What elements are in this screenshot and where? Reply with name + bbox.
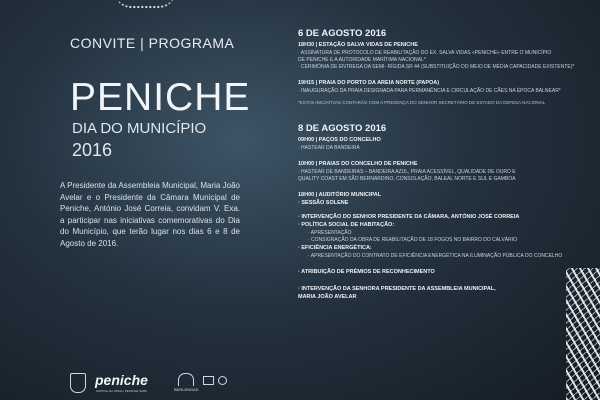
day1-event1-line3: · CERIMÓNIA DE ENTREGA DA SEMI- RÍGIDA SR 44 (SUBSTITUIÇÃO DO MEIO DE MÉDIA CAPACIDADE EXISTENTE)*: [298, 64, 575, 70]
day1-event1-line1: · ASSINATURA DE PROTOCOLO DE REABILITAÇÃO DO EX. SALVA VIDAS «PENICHE» ENTRE O MUNICÍPIO: [298, 50, 552, 56]
day1-event2-line1: · INAUGURAÇÃO DA PRAIA DESIGNADA PARA PERMANÊNCIA E CIRCULAÇÃO DE CÃES NA ÉPOCA BALNEAR*: [298, 88, 561, 94]
day1-event2-heading: 19H15 | PRAIA DO PORTO DA AREIA NORTE (PAPOA): [298, 80, 440, 86]
day2-item-assembly-speech: · INTERVENÇÃO DA SENHORA PRESIDENTE DA ASSEMBLEIA MUNICIPAL,: [298, 286, 496, 292]
page-year: 2016: [72, 140, 113, 160]
peniche-logo: peniche: [95, 372, 148, 388]
peniche-logo-tagline: CAPITAL DA ONDA | PENICHE SURF: [96, 389, 148, 393]
day2-item-assembly-speech-name: MARIA JOÃO AVELAR: [298, 294, 357, 300]
day2-event3-heading: 18H00 | AUDITÓRIO MUNICIPAL: [298, 192, 382, 198]
day1-date: 6 DE AGOSTO 2016: [298, 28, 387, 39]
partner-logo: [218, 376, 227, 385]
logo-bar: [60, 372, 240, 396]
day2-item-session: · SESSÃO SOLENE: [298, 200, 349, 206]
day2-item-housing: · POLÍTICA SOCIAL DE HABITAÇÃO:: [298, 222, 395, 228]
day2-event2-heading: 10H00 | PRAIAS DO CONCELHO DE PENICHE: [298, 161, 418, 167]
berlengas-logo-text: BERLENGAS: [174, 387, 199, 392]
day2-item-awards: · ATRIBUIÇÃO DE PRÉMIOS DE RECONHECIMENTO: [298, 269, 435, 275]
invitation-text: A Presidente da Assembleia Municipal, Maria João Avelar e o Presidente da Câmara Municipal de Peniche, António José Correia, convidam V. Exa. a participar nas iniciativas comemorativas do Dia do Município, que terão lugar nos dias 6 e 8 de Agosto de 2016.: [60, 181, 240, 248]
day2-event2-line2: QUALITY COAST EM SÃO BERNARDINO, CONSOLAÇÃO, BALEAL NORTE E SUL E GAMBOA: [298, 176, 516, 182]
day1-footnote: *ESTAS INICIATIVAS CONTARÃO COM A PRESENÇA DO SENHOR SECRETÁRIO DE ESTADO DA DEFESA NACIONAL: [298, 100, 546, 105]
header-label: CONVITE | PROGRAMA: [70, 35, 235, 51]
day2-item-energy-presentation: · APRESENTAÇÃO DO CONTRATO DE EFICIÊNCIA ENERGÉTICA NA ILUMINAÇÃO PÚBLICA DO CONCELHO: [308, 253, 563, 259]
day2-date: 8 DE AGOSTO 2016: [298, 123, 387, 134]
day2-item-housing-works: · CONSIGNAÇÃO DA OBRA DE REABILITAÇÃO DE 18 FOGOS NO BAIRRO DO CALVÁRIO: [308, 237, 518, 243]
day2-event2-line1: · HASTEAR DE BANDEIRAS – BANDEIRA AZUL, PRAIA ACESSÍVEL, QUALIDADE DE OURO E: [298, 169, 516, 175]
top-ornament: [115, 0, 175, 8]
day1-event1-line2: DE PENICHE E A AUTORIDADE MARÍTIMA NACIONAL*: [298, 57, 426, 63]
municipal-crest-logo: [70, 373, 86, 393]
day2-event1-heading: 09H00 | PAÇOS DO CONCELHO: [298, 137, 381, 143]
decorative-pattern: [566, 268, 600, 400]
day2-event1-line1: · HASTEAR DA BANDEIRA: [298, 145, 360, 151]
page-title: PENICHE: [70, 76, 251, 119]
day1-event1-heading: 18H30 | ESTAÇÃO SALVA VIDAS DE PENICHE: [298, 42, 418, 48]
day2-item-housing-presentation: · APRESENTAÇÃO: [308, 230, 352, 236]
berlengas-logo: [178, 373, 194, 386]
unesco-logo: [203, 376, 214, 385]
day2-item-mayor-speech: · INTERVENÇÃO DO SENHOR PRESIDENTE DA CÂMARA, ANTÓNIO JOSÉ CORREIA: [298, 214, 520, 220]
day2-item-energy: · EFICIÊNCIA ENERGÉTICA:: [298, 245, 372, 251]
page-subtitle: DIA DO MUNICÍPIO: [72, 120, 207, 137]
program-column: [298, 28, 575, 302]
